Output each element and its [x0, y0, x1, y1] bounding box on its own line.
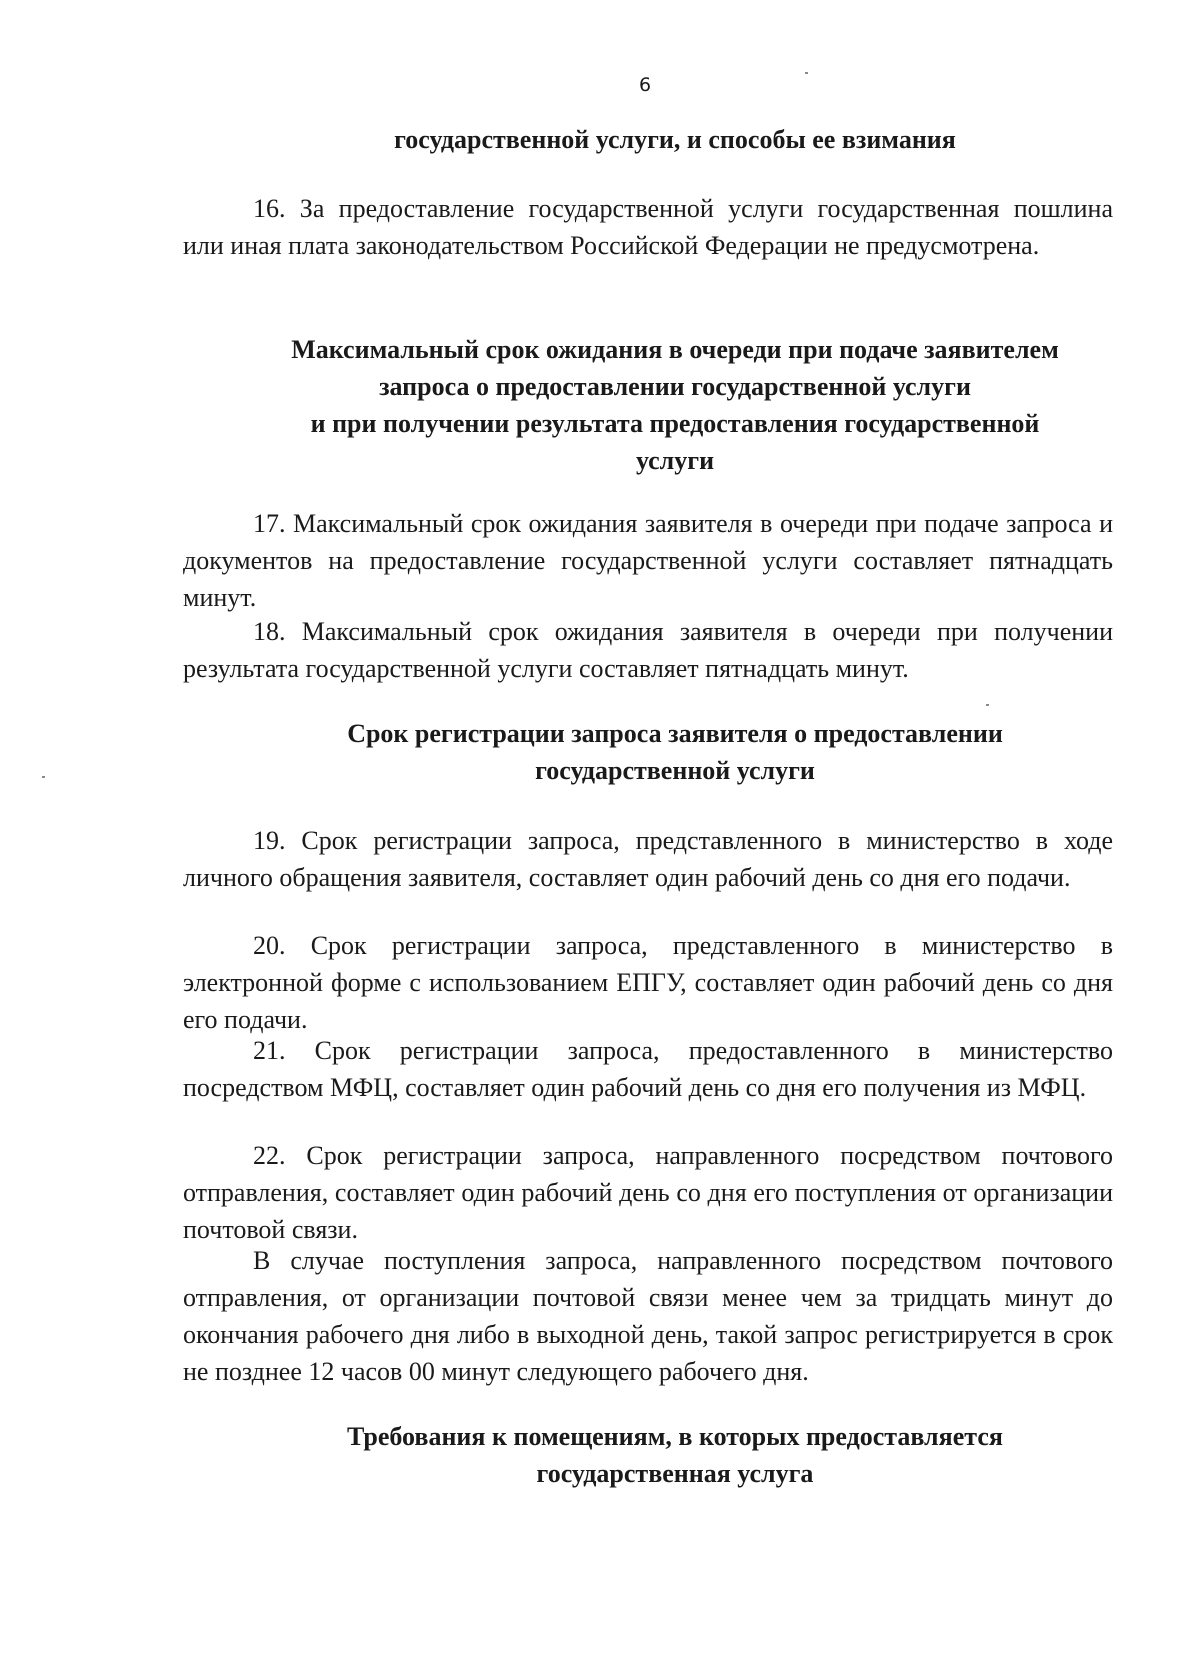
scan-speck — [42, 776, 45, 778]
section-heading-fee-continuation — [240, 121, 1110, 158]
heading-line: и при получении результата предоставления государственной — [310, 409, 1040, 438]
paragraph-17: 17. Максимальный срок ожидания заявителя в очереди при подаче запроса и документов на предоставление государственной услуги составляет пятнадцать минут. — [183, 509, 1113, 612]
paragraph-19: 19. Срок регистрации запроса, представленного в министерство в ходе личного обращения заявителя, составляет один рабочий день со дня его подачи. — [183, 826, 1113, 892]
paragraph-20: 20. Срок регистрации запроса, представленного в министерство в электронной форме с использованием ЕПГУ, составляет один рабочий день со дня его подачи. — [183, 931, 1113, 1034]
heading-line: Требования к помещениям, в которых предоставляется — [347, 1422, 1003, 1451]
section-heading-queue-time — [240, 331, 1110, 479]
paragraph-mail-receipt: В случае поступления запроса, направленного посредством почтового отправления, от организации почтовой связи менее чем за тридцать минут до окончания рабочего дня либо в выходной день, такой запрос регистрируется в срок не позднее 12 часов 00 минут следующего рабочего дня. — [183, 1246, 1113, 1386]
scan-speck — [986, 704, 989, 706]
heading-line: услуги — [635, 446, 715, 475]
section-heading-registration-time — [240, 715, 1110, 789]
heading-line: государственной услуги, и способы ее взимания — [394, 125, 956, 154]
paragraph-16: 16. За предоставление государственной услуги государственная пошлина или иная плата законодательством Российской Федерации не предусмотрена. — [183, 194, 1113, 260]
section-heading-premises — [240, 1418, 1110, 1492]
heading-line: государственной услуги — [535, 756, 815, 785]
paragraph-22: 22. Срок регистрации запроса, направленного посредством почтового отправления, составляет один рабочий день со дня его поступления от организации почтовой связи. — [183, 1141, 1113, 1244]
heading-line: запроса о предоставлении государственной услуги — [379, 372, 971, 401]
heading-line: Срок регистрации запроса заявителя о предоставлении — [347, 719, 1003, 748]
heading-line: Максимальный срок ожидания в очереди при подаче заявителем — [291, 335, 1059, 364]
paragraph-18: 18. Максимальный срок ожидания заявителя в очереди при получении результата государственной услуги составляет пятнадцать минут. — [183, 617, 1113, 683]
paragraph-21: 21. Срок регистрации запроса, предоставленного в министерство посредством МФЦ, составляет один рабочий день со дня его получения из МФЦ. — [183, 1036, 1113, 1102]
heading-line: государственная услуга — [536, 1459, 814, 1488]
page-number: 6 — [638, 74, 652, 96]
scan-speck — [805, 72, 808, 74]
